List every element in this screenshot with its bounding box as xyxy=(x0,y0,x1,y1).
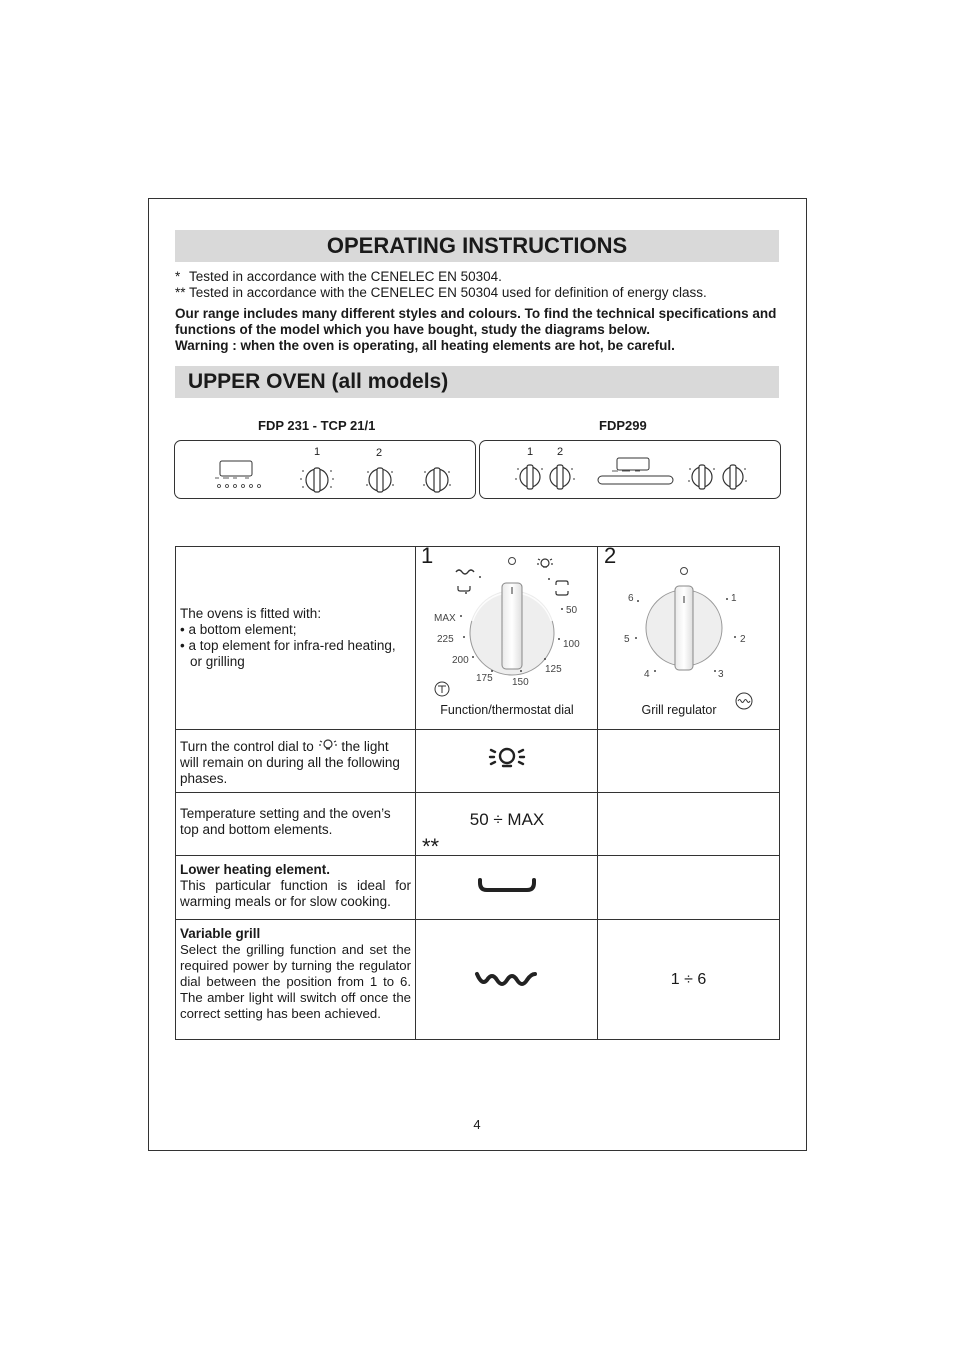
row1-text-cell xyxy=(176,547,416,730)
knob-2-right[interactable] xyxy=(550,465,570,489)
row4-text-cell xyxy=(176,856,416,920)
intro-paragraph xyxy=(175,306,779,354)
row4-empty-cell xyxy=(598,856,780,920)
row1-intro: The ovens is fitted with: xyxy=(180,606,322,621)
row3-symbol-cell xyxy=(416,793,598,859)
grill-power-range: 1 ÷ 6 xyxy=(670,970,707,988)
dial-scale-label: 50 xyxy=(566,605,578,616)
grill-scale-label: 3 xyxy=(718,669,724,680)
knob-3-right[interactable] xyxy=(692,465,712,489)
note-text: Tested in accordance with the CENELEC EN 50304. xyxy=(189,269,502,284)
row5-symbol-cell xyxy=(416,920,598,1040)
row1-bullet-2: • a top element for infra-red heating, or grilling xyxy=(180,638,396,669)
light-icon xyxy=(318,738,338,754)
row3-text-cell xyxy=(176,793,416,856)
energy-class-mark: ** xyxy=(422,834,440,859)
knob-1-left[interactable] xyxy=(306,468,328,492)
row2-text-b: the light will remain on during all the following phases. xyxy=(180,739,400,786)
knob-2-label-right: 2 xyxy=(557,446,564,458)
table-row xyxy=(176,730,780,793)
bottom-element-icon xyxy=(477,876,537,896)
row2-text-cell xyxy=(176,730,416,793)
grill-scale-label: 2 xyxy=(740,634,746,645)
model-label-right: FDP299 xyxy=(599,418,647,433)
dial-scale-label: 225 xyxy=(437,634,454,645)
knob-1-label-left: 1 xyxy=(314,446,321,458)
dial-scale-label: 150 xyxy=(512,677,529,688)
table-row xyxy=(176,920,780,1040)
row5-title: Variable grill xyxy=(180,926,261,941)
note-mark: ** xyxy=(175,285,186,300)
knob-2-label-left: 2 xyxy=(376,447,383,459)
control-panel-left xyxy=(174,440,476,499)
intro-line-1: Our range includes many different styles and colours. To find the technical specifications and functions of the model which you have bought, study the diagrams below. xyxy=(175,306,777,337)
intro-warning: Warning : when the oven is operating, all heating elements are hot, be careful. xyxy=(175,338,675,353)
dial-2-caption: Grill regulator xyxy=(641,703,717,717)
dial-scale-label: 175 xyxy=(476,673,493,684)
grill-icon xyxy=(456,570,474,574)
knob-1-label-right: 1 xyxy=(527,446,534,458)
knob-3-left[interactable] xyxy=(426,468,448,492)
dial-scale-label: 100 xyxy=(563,639,580,650)
note-1 xyxy=(175,269,779,285)
row2-text-a: Turn the control dial to xyxy=(180,739,314,754)
grill-scale-label: 5 xyxy=(624,634,630,645)
page-title: OPERATING INSTRUCTIONS xyxy=(175,230,779,262)
note-mark: * xyxy=(175,269,181,284)
footnotes xyxy=(175,269,779,301)
dial-scale-label: 125 xyxy=(545,664,562,675)
knob-4-right[interactable] xyxy=(723,465,743,489)
row2-empty-cell xyxy=(598,730,780,793)
thermostat-icon xyxy=(435,682,449,696)
grill-icon xyxy=(474,968,540,988)
control-panel-left-drawing xyxy=(175,441,477,500)
note-text: Tested in accordance with the CENELEC EN 50304 used for definition of energy class. xyxy=(189,285,707,300)
grill-scale-label: 6 xyxy=(628,593,634,604)
section-title: UPPER OVEN (all models) xyxy=(175,366,779,398)
table-row xyxy=(176,547,780,730)
row3-text: Temperature setting and the oven’s top and bottom elements. xyxy=(180,806,391,837)
dial-1-caption: Function/thermostat dial xyxy=(440,703,574,717)
temperature-range: 50 ÷ MAX xyxy=(469,810,545,829)
knob-2-left[interactable] xyxy=(369,468,391,492)
dial-1-cell xyxy=(416,543,598,730)
light-icon xyxy=(487,744,527,774)
dial-2-number: 2 xyxy=(604,543,617,568)
row4-symbol-cell xyxy=(416,856,598,920)
knob-1-right[interactable] xyxy=(520,465,540,489)
top-bottom-element-icon xyxy=(556,581,568,595)
dial-scale-label: 200 xyxy=(452,655,469,666)
grill-scale-label: 4 xyxy=(644,669,650,680)
row5-value-cell xyxy=(598,920,780,1040)
table-row xyxy=(176,793,780,856)
light-icon xyxy=(537,559,553,567)
note-2 xyxy=(175,285,779,301)
row5-text-cell xyxy=(176,920,416,1040)
row1-bullet-1: • a bottom element; xyxy=(180,622,297,637)
control-panel-right-drawing xyxy=(480,441,782,500)
row5-text: Select the grilling function and set the required power by turning the regulator dial between the position from 1 to 6. The amber light will switch off once the correct setting has been achieved. xyxy=(180,942,411,1021)
table-row xyxy=(176,856,780,920)
dial-1-number: 1 xyxy=(421,543,434,568)
page-number: 4 xyxy=(473,1117,481,1132)
row2-symbol-cell xyxy=(416,730,598,793)
bottom-element-icon xyxy=(458,586,470,591)
row4-text: This particular function is ideal for warming meals or for slow cooking. xyxy=(180,878,411,909)
dial-2-cell xyxy=(598,543,780,730)
model-label-left: FDP 231 - TCP 21/1 xyxy=(258,418,376,433)
functions-table xyxy=(175,543,780,1040)
row4-title: Lower heating element. xyxy=(180,862,331,877)
grill-scale-label: 1 xyxy=(731,593,737,604)
dial-scale-label: MAX xyxy=(434,613,456,624)
control-panel-right xyxy=(479,440,781,499)
row3-empty-cell xyxy=(598,793,780,856)
